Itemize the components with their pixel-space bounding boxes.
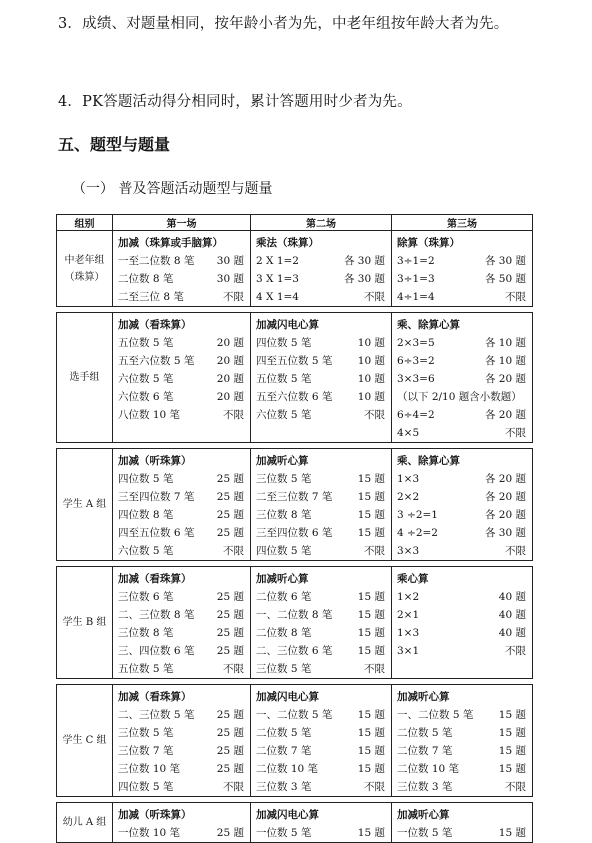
table-row <box>57 313 533 443</box>
round-cell <box>251 685 392 797</box>
table-row <box>57 685 533 797</box>
item-line <box>397 424 526 442</box>
item-line <box>118 506 244 524</box>
header-group: 组别 <box>57 215 113 231</box>
round-cell <box>392 567 533 679</box>
item-count: 不限 <box>364 781 385 793</box>
sub-heading: （一） 普及答题活动题型与题量 <box>72 181 273 197</box>
item-desc: 1×3 <box>397 627 420 639</box>
round-title: 除算（珠算） <box>397 237 460 249</box>
group-name-line: 学生 A 组 <box>62 499 107 510</box>
item-count: 15 题 <box>357 527 385 539</box>
item-desc: 四位数 5 笔 <box>256 337 312 349</box>
round-cell <box>113 567 251 679</box>
item-count: 15 题 <box>498 709 526 721</box>
table-header-row <box>57 215 533 231</box>
item-desc: 二位数 10 笔 <box>397 763 460 775</box>
item-line <box>118 778 244 796</box>
item-count: 各 20 题 <box>484 409 526 421</box>
group-name-cell <box>57 685 113 797</box>
item-line <box>256 252 385 270</box>
round-title: 加减听心算 <box>397 809 450 821</box>
item-count: 20 题 <box>216 337 244 349</box>
item-desc: 二至三位 8 笔 <box>118 291 184 303</box>
item-count: 15 题 <box>357 609 385 621</box>
item-line <box>256 606 385 624</box>
item-line <box>256 370 385 388</box>
round-cell <box>392 313 533 443</box>
round-title: 乘心算 <box>397 573 429 585</box>
round-title: 加减闪电心算 <box>256 691 319 703</box>
item-desc: 二至三位数 7 笔 <box>256 491 333 503</box>
section-heading: 五、题型与题量 <box>58 135 171 154</box>
item-desc: 三位数 5 笔 <box>256 663 312 675</box>
item-desc: 三位数 10 笔 <box>118 763 181 775</box>
item-count: 各 30 题 <box>484 255 526 267</box>
group-name-line: 学生 C 组 <box>62 735 107 746</box>
item-line <box>118 642 244 660</box>
table-body <box>57 231 533 843</box>
item-desc: 二位数 7 笔 <box>256 745 312 757</box>
item-count: 15 题 <box>498 745 526 757</box>
header-round-2: 第二场 <box>251 215 392 231</box>
item-desc: 三位数 3 笔 <box>256 781 312 793</box>
table-row <box>57 231 533 307</box>
item-count: 25 题 <box>216 473 244 485</box>
item-count: 25 题 <box>216 527 244 539</box>
item-desc: 六位数 5 笔 <box>118 373 174 385</box>
item-desc: 三至四位数 7 笔 <box>118 491 195 503</box>
group-name-line: 幼儿 A 组 <box>62 817 107 828</box>
item-count: 25 题 <box>216 645 244 657</box>
item-desc: 六位数 5 笔 <box>256 409 312 421</box>
item-desc: 二位数 8 笔 <box>118 273 174 285</box>
item-count: 10 题 <box>357 355 385 367</box>
item-line <box>397 288 526 306</box>
item-count: 40 题 <box>498 609 526 621</box>
item-desc: 一位数 5 笔 <box>397 827 453 839</box>
item-desc: 2×3=5 <box>397 337 435 349</box>
round-title: 加减（看珠算） <box>118 691 192 703</box>
item-desc: 4×5 <box>397 427 420 439</box>
item-line <box>256 406 385 424</box>
item-line <box>118 334 244 352</box>
item-line <box>256 624 385 642</box>
item-desc: 五至六位数 6 笔 <box>256 391 333 403</box>
item-desc: 三位数 6 笔 <box>118 591 174 603</box>
item-desc: 一位数 5 笔 <box>256 827 312 839</box>
item-line <box>118 288 244 306</box>
item-line <box>256 824 385 842</box>
item-line <box>397 524 526 542</box>
item-count: 15 题 <box>357 645 385 657</box>
item-count: 15 题 <box>498 727 526 739</box>
item-line <box>397 760 526 778</box>
item-desc: 一、二位数 5 笔 <box>397 709 474 721</box>
item-desc: 二位数 5 笔 <box>256 727 312 739</box>
group-name-cell <box>57 803 113 843</box>
item-desc: 2×2 <box>397 491 420 503</box>
item-line <box>397 270 526 288</box>
item-desc: 4 ÷2=2 <box>397 527 438 539</box>
item-count: 15 题 <box>357 627 385 639</box>
round-title: 加减闪电心算 <box>256 809 319 821</box>
item-count: 各 50 题 <box>484 273 526 285</box>
item-count: 20 题 <box>216 355 244 367</box>
item-count: 不限 <box>505 781 526 793</box>
item-line <box>397 470 526 488</box>
item-count: 10 题 <box>357 337 385 349</box>
group-name-line: 选手组 <box>69 372 100 383</box>
item-line <box>256 388 385 406</box>
item-desc: 1×2 <box>397 591 420 603</box>
item-line <box>256 742 385 760</box>
item-desc: 3×1 <box>397 645 420 657</box>
item-desc: 六位数 5 笔 <box>118 545 174 557</box>
item-count: 25 题 <box>216 509 244 521</box>
item-count: 25 题 <box>216 727 244 739</box>
item-line <box>397 606 526 624</box>
round-cell <box>392 803 533 843</box>
round-title: 乘法（珠算） <box>256 237 319 249</box>
item-count: 各 20 题 <box>484 473 526 485</box>
item-desc: 二、三位数 8 笔 <box>118 609 195 621</box>
group-name-cell <box>57 313 113 443</box>
item-desc: 3÷1=3 <box>397 273 435 285</box>
item-desc: 三位数 7 笔 <box>118 745 174 757</box>
item-line <box>397 252 526 270</box>
item-count: 15 题 <box>498 763 526 775</box>
item-desc: 二、三位数 5 笔 <box>118 709 195 721</box>
item-count: 25 题 <box>216 627 244 639</box>
item-count: 10 题 <box>357 391 385 403</box>
round-title: 乘、除算心算 <box>397 319 460 331</box>
item-count: 不限 <box>223 781 244 793</box>
round-cell <box>251 567 392 679</box>
item-line <box>118 270 244 288</box>
item-count: 不限 <box>505 645 526 657</box>
item-line <box>256 488 385 506</box>
item-count: 20 题 <box>216 391 244 403</box>
item-desc: 四至五位数 5 笔 <box>256 355 333 367</box>
item-line <box>397 334 526 352</box>
item-line <box>118 352 244 370</box>
round-title: 加减（听珠算） <box>118 455 192 467</box>
round-cell <box>251 231 392 307</box>
header-round-3: 第三场 <box>392 215 533 231</box>
item-desc: 6÷4=2 <box>397 409 435 421</box>
item-line <box>397 542 526 560</box>
item-line <box>397 588 526 606</box>
item-desc: 五至六位数 5 笔 <box>118 355 195 367</box>
item-line <box>397 642 526 660</box>
item-line <box>397 742 526 760</box>
paragraph-rule-4: 4．PK答题活动得分相同时，累计答题用时少者为先。 <box>58 94 412 110</box>
item-desc: 五位数 5 笔 <box>256 373 312 385</box>
item-count: 15 题 <box>357 745 385 757</box>
item-line <box>256 270 385 288</box>
paragraph-rule-3: 3．成绩、对题量相同，按年龄小者为先，中老年组按年龄大者为先。 <box>58 16 509 32</box>
item-count: 15 题 <box>357 727 385 739</box>
item-line <box>397 778 526 796</box>
item-desc: 三位数 8 笔 <box>118 627 174 639</box>
round-cell <box>113 685 251 797</box>
group-name-cell <box>57 567 113 679</box>
round-cell <box>113 803 251 843</box>
item-count: 不限 <box>505 427 526 439</box>
item-count: 15 题 <box>357 827 385 839</box>
item-count: 25 题 <box>216 591 244 603</box>
item-count: 25 题 <box>216 745 244 757</box>
item-line <box>256 588 385 606</box>
round-cell <box>392 231 533 307</box>
item-desc: 4÷1=4 <box>397 291 435 303</box>
item-line <box>397 724 526 742</box>
item-count: 40 题 <box>498 627 526 639</box>
round-cell <box>251 803 392 843</box>
question-type-table <box>56 214 533 843</box>
round-cell <box>251 449 392 561</box>
round-title: 加减听心算 <box>256 573 309 585</box>
item-desc: 1×3 <box>397 473 420 485</box>
item-count: 不限 <box>223 409 244 421</box>
item-line <box>118 606 244 624</box>
item-count: 不限 <box>505 291 526 303</box>
round-cell <box>113 449 251 561</box>
item-line <box>256 288 385 306</box>
item-count: 不限 <box>364 545 385 557</box>
item-line <box>256 506 385 524</box>
item-desc: 四位数 5 笔 <box>118 473 174 485</box>
round-title: 加减（看珠算） <box>118 573 192 585</box>
item-desc: 4 X 1=4 <box>256 291 299 303</box>
round-title: 加减（听珠算） <box>118 809 192 821</box>
item-count: 各 20 题 <box>484 491 526 503</box>
item-desc: 3 ÷2=1 <box>397 509 438 521</box>
round-title: 加减（看珠算） <box>118 319 192 331</box>
item-desc: 2×1 <box>397 609 420 621</box>
group-name-cell <box>57 449 113 561</box>
item-count: 不限 <box>223 663 244 675</box>
round-cell <box>113 313 251 443</box>
item-count: 20 题 <box>216 373 244 385</box>
item-line <box>118 252 244 270</box>
header-round-1: 第一场 <box>113 215 251 231</box>
round-cell <box>392 685 533 797</box>
item-line <box>118 524 244 542</box>
item-line <box>397 406 526 424</box>
item-line <box>118 660 244 678</box>
item-count: 40 题 <box>498 591 526 603</box>
item-line <box>256 760 385 778</box>
item-desc: 一、二位数 5 笔 <box>256 709 333 721</box>
item-count: 各 30 题 <box>343 255 385 267</box>
round-cell <box>392 449 533 561</box>
item-line <box>118 470 244 488</box>
item-desc: 八位数 10 笔 <box>118 409 181 421</box>
item-count: 25 题 <box>216 827 244 839</box>
item-desc: 二位数 7 笔 <box>397 745 453 757</box>
item-desc: 二、三位数 6 笔 <box>256 645 333 657</box>
item-desc: 四位数 8 笔 <box>118 509 174 521</box>
item-count: 不限 <box>364 409 385 421</box>
item-count: 25 题 <box>216 609 244 621</box>
item-line <box>118 760 244 778</box>
item-desc: （以下 2/10 题含小数题） <box>397 391 522 403</box>
item-count: 各 10 题 <box>484 337 526 349</box>
item-count: 15 题 <box>498 827 526 839</box>
item-count: 15 题 <box>357 509 385 521</box>
item-desc: 三、四位数 6 笔 <box>118 645 195 657</box>
round-cell <box>113 231 251 307</box>
item-desc: 三位数 3 笔 <box>397 781 453 793</box>
item-desc: 三至四位数 6 笔 <box>256 527 333 539</box>
item-desc: 二位数 10 笔 <box>256 763 319 775</box>
item-line <box>118 488 244 506</box>
item-line <box>397 370 526 388</box>
item-line <box>118 706 244 724</box>
item-desc: 五位数 5 笔 <box>118 337 174 349</box>
round-title: 加减听心算 <box>256 455 309 467</box>
item-line <box>118 388 244 406</box>
group-name-line: （珠算） <box>64 271 105 283</box>
item-count: 各 30 题 <box>343 273 385 285</box>
item-count: 各 20 题 <box>484 509 526 521</box>
item-line <box>118 370 244 388</box>
round-cell <box>251 313 392 443</box>
item-desc: 2 X 1=2 <box>256 255 299 267</box>
item-count: 25 题 <box>216 491 244 503</box>
item-line <box>256 352 385 370</box>
item-desc: 一、二位数 8 笔 <box>256 609 333 621</box>
item-line <box>397 488 526 506</box>
group-name-line: 中老年组 <box>64 254 105 266</box>
table-row <box>57 803 533 843</box>
item-desc: 四位数 5 笔 <box>118 781 174 793</box>
item-line <box>118 588 244 606</box>
item-desc: 二位数 6 笔 <box>256 591 312 603</box>
item-count: 15 题 <box>357 473 385 485</box>
item-line <box>256 542 385 560</box>
item-count: 不限 <box>364 291 385 303</box>
item-count: 15 题 <box>357 491 385 503</box>
item-line <box>256 706 385 724</box>
item-line <box>397 352 526 370</box>
item-line <box>256 642 385 660</box>
item-count: 10 题 <box>357 373 385 385</box>
item-desc: 一位数 10 笔 <box>118 827 181 839</box>
item-desc: 四位数 5 笔 <box>256 545 312 557</box>
item-count: 15 题 <box>357 763 385 775</box>
item-count: 各 20 题 <box>484 373 526 385</box>
group-name-cell <box>57 231 113 307</box>
item-desc: 3 X 1=3 <box>256 273 299 285</box>
item-count: 各 10 题 <box>484 355 526 367</box>
item-count: 25 题 <box>216 709 244 721</box>
table-row <box>57 449 533 561</box>
item-count: 15 题 <box>357 591 385 603</box>
item-count: 30 题 <box>216 273 244 285</box>
item-line <box>118 542 244 560</box>
item-line <box>256 470 385 488</box>
item-count: 15 题 <box>357 709 385 721</box>
item-line <box>118 742 244 760</box>
item-desc: 六位数 6 笔 <box>118 391 174 403</box>
item-desc: 三位数 8 笔 <box>256 509 312 521</box>
item-line <box>118 406 244 424</box>
item-desc: 二位数 8 笔 <box>256 627 312 639</box>
item-count: 不限 <box>223 291 244 303</box>
item-count: 不限 <box>364 663 385 675</box>
item-line <box>256 334 385 352</box>
item-desc: 3×3=6 <box>397 373 435 385</box>
item-desc: 3×3 <box>397 545 420 557</box>
item-line <box>118 824 244 842</box>
item-count: 不限 <box>505 545 526 557</box>
item-line <box>256 724 385 742</box>
item-desc: 3÷1=2 <box>397 255 435 267</box>
item-line <box>256 660 385 678</box>
item-line <box>397 824 526 842</box>
item-desc: 二位数 5 笔 <box>397 727 453 739</box>
round-title: 加减（珠算或手脑算） <box>118 237 223 249</box>
item-line <box>397 506 526 524</box>
round-title: 加减闪电心算 <box>256 319 319 331</box>
item-line <box>256 778 385 796</box>
item-count: 30 题 <box>216 255 244 267</box>
item-line <box>118 624 244 642</box>
table-row <box>57 567 533 679</box>
item-line <box>397 388 526 406</box>
round-title: 乘、除算心算 <box>397 455 460 467</box>
item-line <box>118 724 244 742</box>
item-count: 25 题 <box>216 763 244 775</box>
round-title: 加减听心算 <box>397 691 450 703</box>
item-count: 不限 <box>223 545 244 557</box>
item-desc: 三位数 5 笔 <box>256 473 312 485</box>
item-line <box>397 706 526 724</box>
item-desc: 三位数 5 笔 <box>118 727 174 739</box>
item-line <box>397 624 526 642</box>
item-count: 各 30 题 <box>484 527 526 539</box>
item-desc: 四至五位数 6 笔 <box>118 527 195 539</box>
group-name-line: 学生 B 组 <box>62 617 107 628</box>
item-desc: 五位数 5 笔 <box>118 663 174 675</box>
item-line <box>256 524 385 542</box>
item-desc: 6÷3=2 <box>397 355 435 367</box>
item-desc: 一至二位数 8 笔 <box>118 255 195 267</box>
